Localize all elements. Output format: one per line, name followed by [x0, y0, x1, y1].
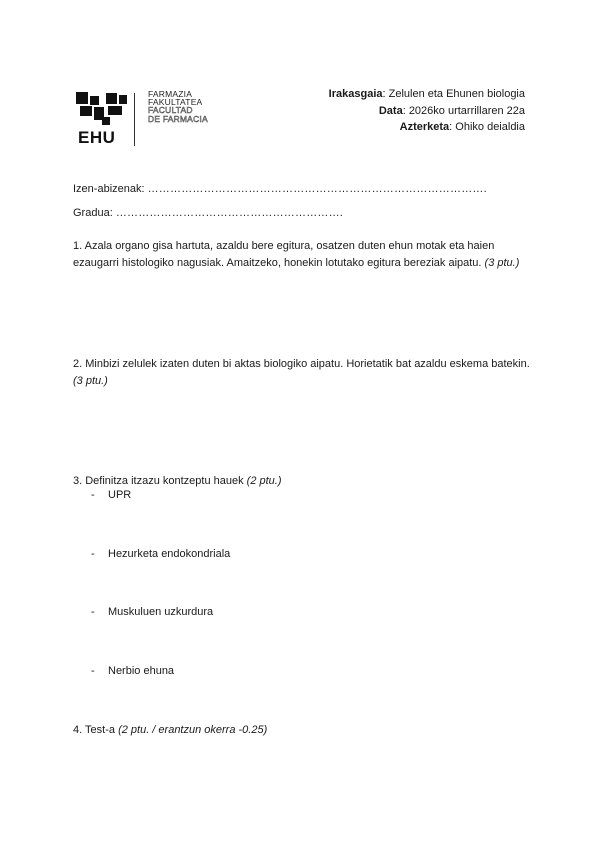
ehu-emblem-icon: [74, 90, 130, 126]
question-points: (3 ptu.): [73, 374, 108, 387]
list-item-text: Nerbio ehuna: [108, 665, 175, 677]
exam-value: : Ohiko deialdia: [449, 121, 525, 133]
subject-value: : Zelulen eta Ehunen biologia: [382, 88, 525, 100]
faculty-line: FARMAZIA: [148, 89, 193, 99]
ehu-wordmark: EHU: [78, 128, 116, 147]
faculty-name: [148, 90, 208, 123]
date-line: [329, 103, 525, 120]
question-4: [73, 722, 533, 739]
question-2: [73, 356, 533, 389]
list-item-text: UPR: [108, 489, 132, 501]
question-text: 2. Minbizi zelulek izaten duten bi aktas biologiko aipatu. Horietatik bat azaldu eskema batekin.: [73, 358, 530, 370]
name-field: [73, 183, 487, 195]
list-item: - Hezurketa endokondriala: [91, 548, 231, 560]
exam-label: Azterketa: [399, 121, 450, 133]
list-item: - Nerbio ehuna: [91, 665, 175, 677]
logo-divider: [134, 93, 135, 146]
list-item: - Muskuluen uzkurdura: [91, 606, 214, 618]
question-text: 4. Test-a: [73, 724, 115, 736]
list-item-text: Hezurketa endokondriala: [108, 548, 231, 560]
exam-header-info: [329, 86, 525, 136]
list-item-text: Muskuluen uzkurdura: [108, 606, 214, 618]
date-value: : 2026ko urtarrillaren 22a: [402, 104, 525, 117]
exam-line: [329, 119, 525, 136]
ehu-logo: [74, 90, 214, 150]
question-1: [73, 238, 533, 271]
name-blank: ……………………………………………………………………………….: [147, 183, 487, 195]
degree-field: [73, 207, 343, 219]
question-points: (3 ptu.): [484, 256, 520, 269]
question-points: (2 ptu.): [246, 475, 282, 487]
degree-label: Gradua:: [73, 207, 113, 219]
faculty-line: DE FARMACIA: [148, 113, 208, 124]
list-item: - UPR: [91, 489, 132, 501]
question-points: (2 ptu. / erantzun okerra -0.25): [118, 724, 268, 736]
faculty-line: FACULTAD: [148, 105, 193, 116]
question-3: [73, 473, 533, 490]
faculty-line: FAKULTATEA: [148, 97, 203, 108]
subject-label: Irakasgaia: [328, 88, 383, 100]
question-text: 3. Definitza itzazu kontzeptu hauek: [73, 475, 244, 487]
degree-blank: …………………………………………………….: [115, 207, 344, 219]
date-label: Data: [378, 104, 403, 117]
subject-line: [329, 86, 525, 103]
name-label: Izen-abizenak:: [73, 183, 145, 195]
question-text: 1. Azala organo gisa hartuta, azaldu bere egitura, osatzen duten ehun motak eta haien ezaugarri histologiko nagusiak. Amaitzeko, honekin lotutako egitura bereziak aipatu.: [73, 240, 495, 269]
